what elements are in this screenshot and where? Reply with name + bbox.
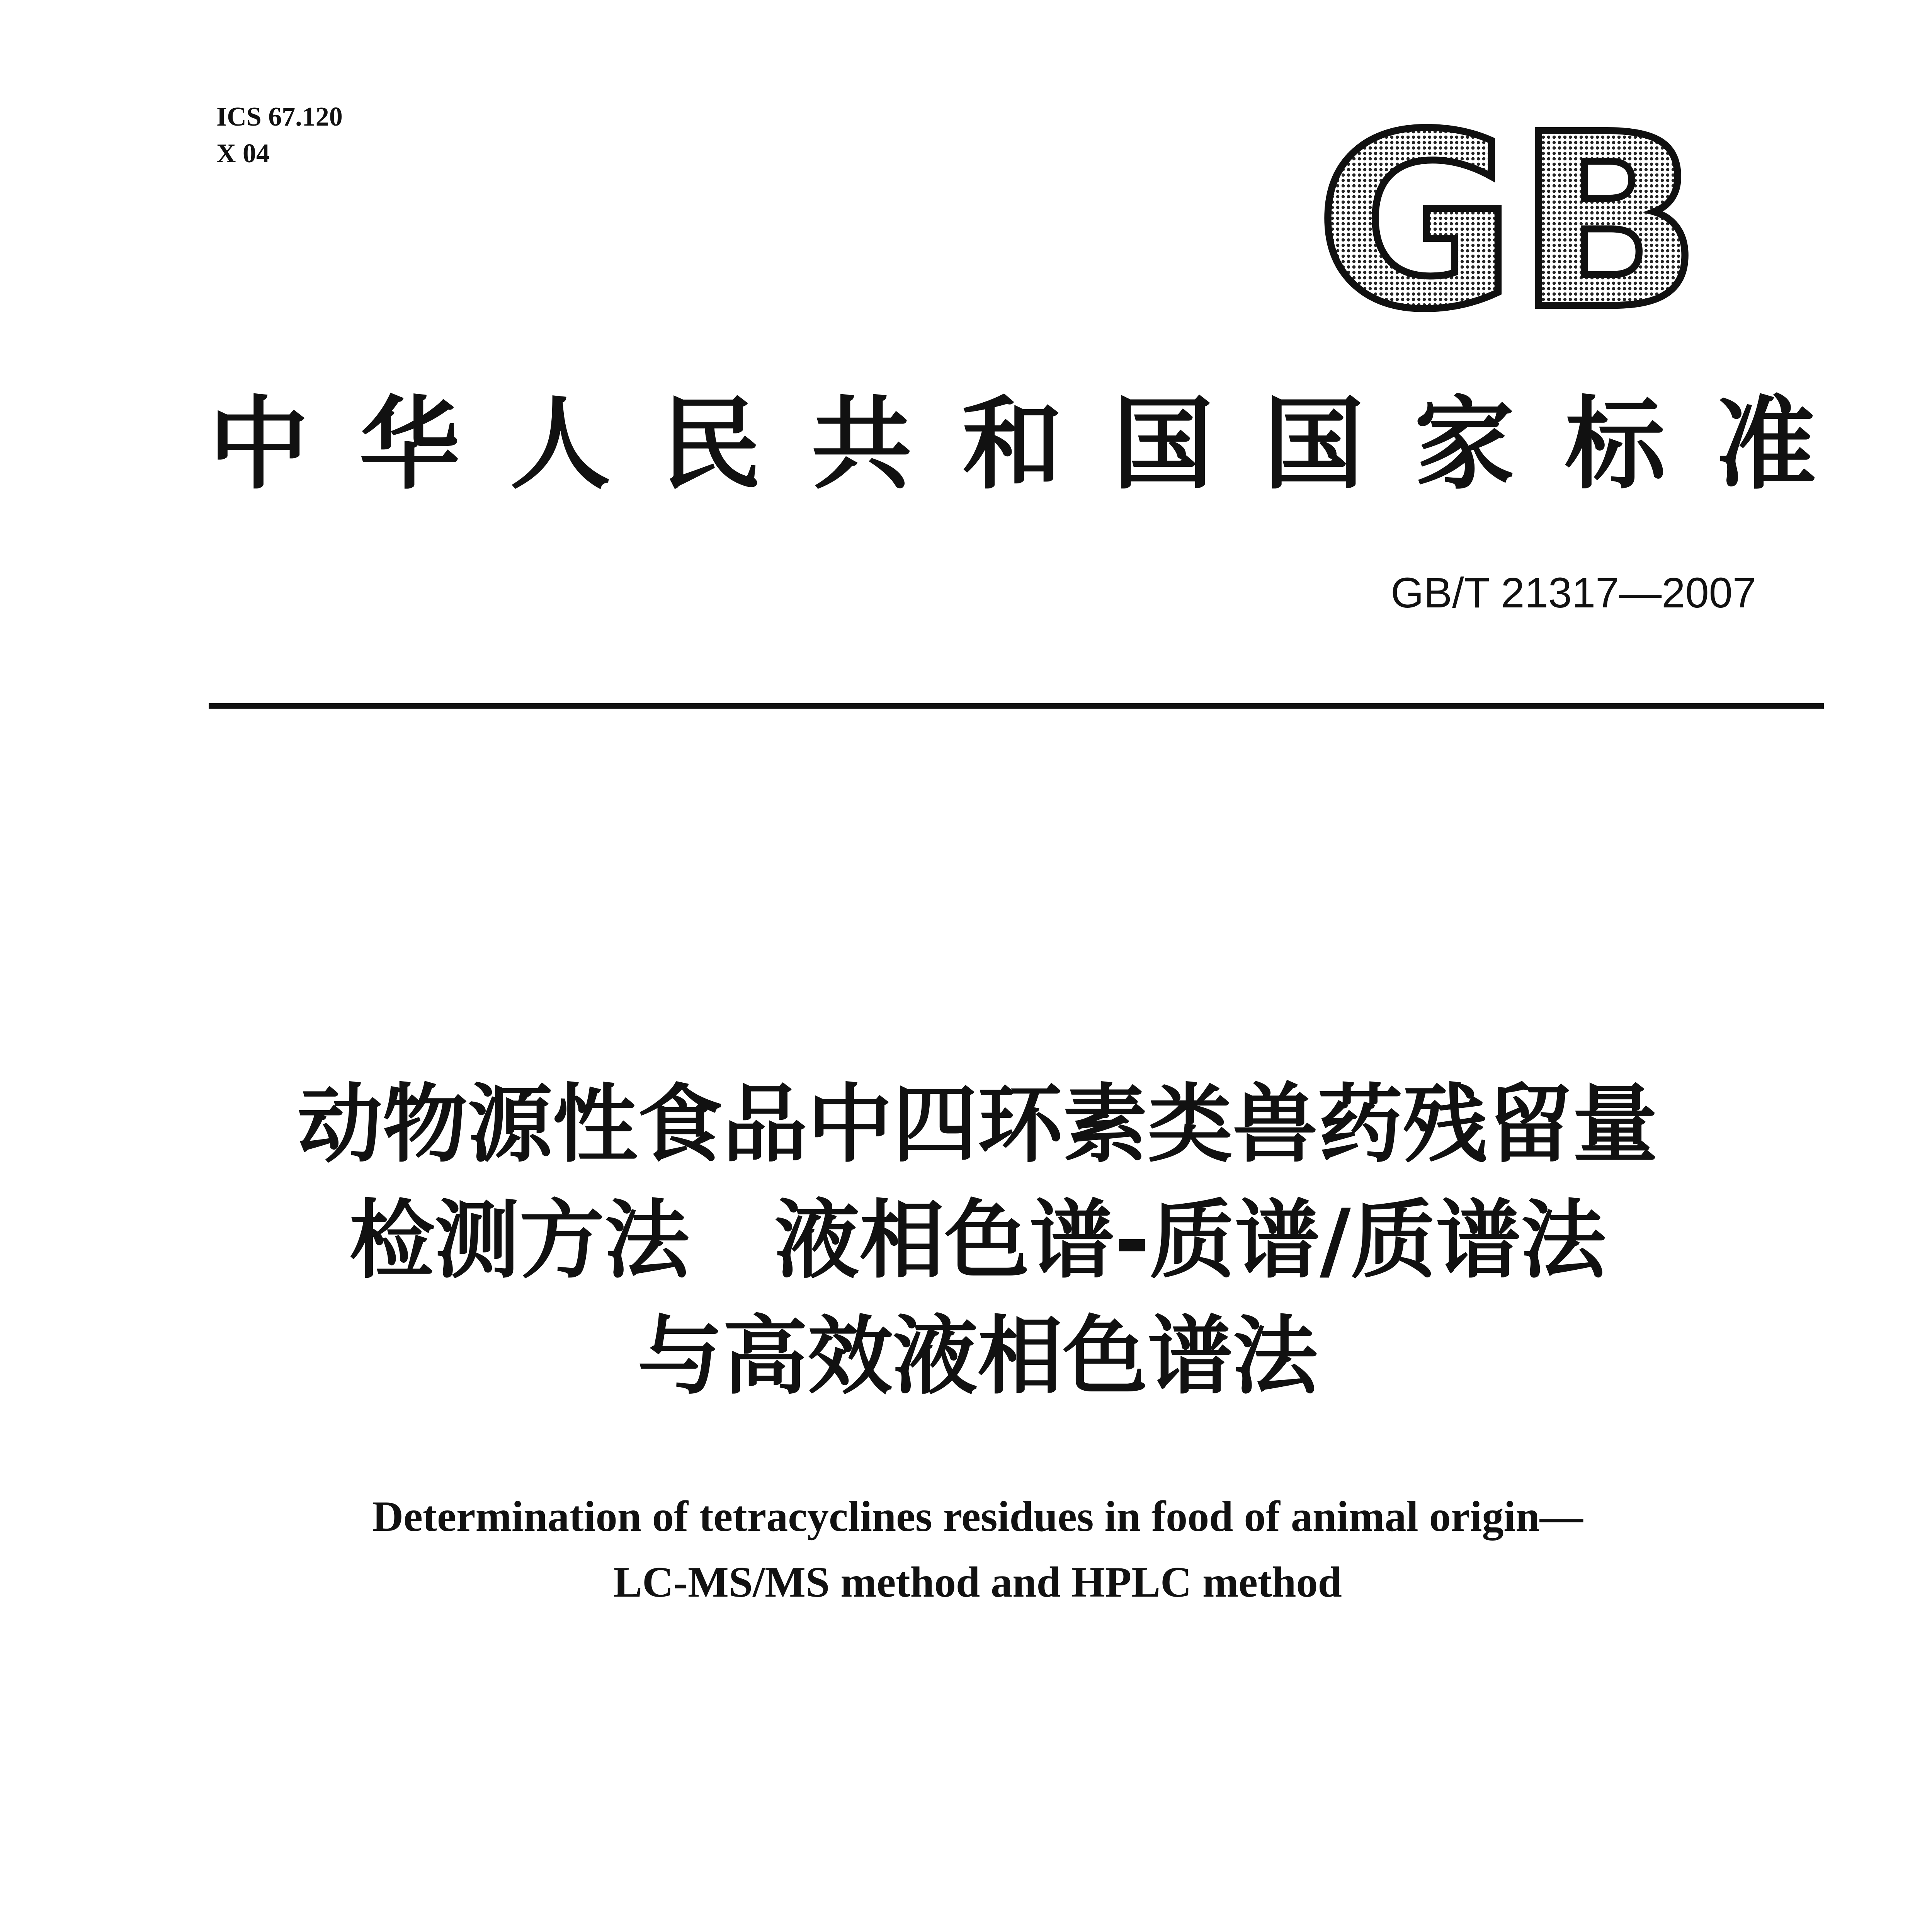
- gb-logo: [1308, 124, 1710, 328]
- gb-logo-text: GB: [1316, 124, 1702, 328]
- ccs-code: X 04: [216, 139, 270, 168]
- standard-type-title: [209, 386, 1816, 502]
- english-title: [0, 1484, 1932, 1615]
- english-title-line-1: Determination of tetracyclines residues in food of animal origin—: [372, 1493, 1583, 1541]
- standard-number: GB/T 21317—2007: [1391, 569, 1756, 617]
- classification-codes: [216, 99, 343, 172]
- standard-type-char: 和: [962, 385, 1063, 503]
- english-title-line-2: LC-MS/MS method and HPLC method: [613, 1558, 1342, 1606]
- standard-type-char: 民: [661, 385, 761, 503]
- standard-type-char: 国: [1264, 385, 1364, 503]
- standard-type-char: 共: [811, 385, 912, 503]
- standard-type-char: 中: [209, 385, 309, 503]
- ics-code: ICS 67.120: [216, 102, 343, 132]
- chinese-title-line-2: 检测方法 液相色谱-质谱/质谱法: [349, 1191, 1606, 1290]
- standard-type-char: 准: [1716, 385, 1816, 503]
- header-divider: [209, 703, 1824, 709]
- standard-type-char: 家: [1414, 385, 1515, 503]
- standard-type-char: 标: [1565, 385, 1665, 503]
- standard-type-char: 国: [1113, 385, 1213, 503]
- standard-type-char: 华: [359, 385, 460, 503]
- chinese-title-line-1: 动物源性食品中四环素类兽药残留量: [297, 1075, 1658, 1174]
- chinese-title-line-3: 与高效液相色谱法: [637, 1307, 1318, 1406]
- standard-type-char: 人: [510, 385, 611, 503]
- chinese-title: [0, 1066, 1932, 1414]
